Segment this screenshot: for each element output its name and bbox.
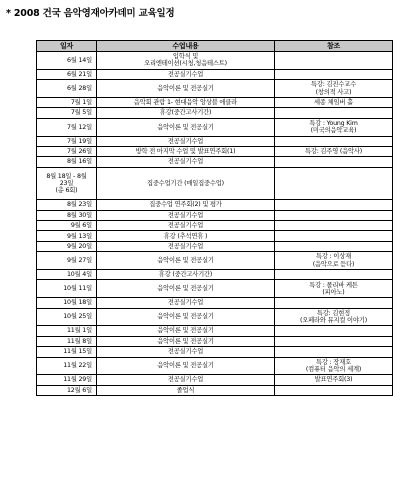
- date-cell: [37, 280, 97, 298]
- content-cell-text: 집중수업기간 (매일집중수업): [147, 179, 224, 187]
- note-cell: [275, 280, 393, 298]
- note-cell-text: 특강 : Young Kim: [309, 119, 358, 127]
- date-cell-text: 10월 4일: [67, 271, 92, 279]
- content-cell: [97, 80, 275, 98]
- content-cell-text: 휴강 (중간고사기간): [158, 271, 213, 279]
- note-cell: [275, 231, 393, 241]
- header-note: 참조: [275, 41, 393, 52]
- content-cell-text: 전공실기수업: [167, 299, 204, 307]
- content-cell-text: 음악이론 및 전공실기: [157, 285, 214, 293]
- date-cell: [37, 347, 97, 357]
- content-cell: [97, 108, 275, 118]
- table-row: [37, 252, 393, 270]
- date-cell: [37, 200, 97, 210]
- note-cell: [275, 326, 393, 336]
- note-cell-text: 특강: 김현정: [316, 309, 351, 317]
- date-cell-text: 8월 16일: [67, 158, 92, 166]
- note-cell-text: (음악으로 듣다): [312, 260, 355, 268]
- content-cell-text: 음악이론 및 전공실기: [157, 256, 214, 264]
- date-cell: [37, 52, 97, 70]
- table-row: [37, 80, 393, 98]
- date-cell-text: 7월 12일: [67, 123, 92, 131]
- table-row: [37, 221, 393, 231]
- content-cell-text: 전공실기수업: [167, 348, 204, 356]
- note-cell: [275, 118, 393, 136]
- date-cell-text: 9월 20일: [67, 242, 92, 250]
- content-cell-text: 방학 전 마지막 수업 및 발표연주회(1): [135, 148, 236, 156]
- table-row: [37, 136, 393, 146]
- date-cell: [37, 298, 97, 308]
- date-cell: [37, 136, 97, 146]
- note-cell: [275, 241, 393, 251]
- date-cell: [37, 108, 97, 118]
- content-cell: [97, 375, 275, 385]
- date-cell-text: 6월 28일: [67, 84, 92, 92]
- content-cell: [97, 157, 275, 167]
- note-cell-text: (창의적 사고): [315, 88, 352, 96]
- table-body: [37, 52, 393, 396]
- date-cell: [37, 167, 97, 200]
- date-cell-text: (총 6회): [55, 187, 78, 195]
- content-cell-text: 전공실기수업: [167, 242, 204, 250]
- content-cell-text: 전공실기수업: [167, 137, 204, 145]
- date-cell-text: 23일: [59, 179, 74, 187]
- table-row: [37, 146, 393, 156]
- content-cell-text: 휴강 (추석연휴 ): [163, 232, 208, 240]
- note-cell: [275, 136, 393, 146]
- date-cell: [37, 157, 97, 167]
- content-cell: [97, 280, 275, 298]
- date-cell-text: 11월 15일: [63, 348, 92, 356]
- table-row: [37, 167, 393, 200]
- note-cell-text: (피아노): [322, 288, 345, 296]
- table-row: [37, 69, 393, 79]
- note-cell: [275, 167, 393, 200]
- note-cell-text: 발표연주회(3): [314, 376, 353, 384]
- date-cell-text: 11월 29일: [63, 376, 92, 384]
- content-cell-text: 음악회 관람 1- 현대음악 앙상블 에클라: [133, 99, 238, 107]
- date-cell-text: 11월 22일: [63, 362, 92, 370]
- content-cell-text: 음악이론 및 전공실기: [157, 327, 214, 335]
- content-cell: [97, 231, 275, 241]
- note-cell: [275, 298, 393, 308]
- note-cell: [275, 200, 393, 210]
- note-cell: [275, 80, 393, 98]
- note-cell: [275, 269, 393, 279]
- content-cell-text: 음악이론 및 전공실기: [157, 362, 214, 370]
- date-cell-text: 10월 18일: [63, 299, 92, 307]
- note-cell: [275, 52, 393, 70]
- date-cell: [37, 375, 97, 385]
- date-cell-text: 11월 8일: [67, 337, 92, 345]
- table-row: [37, 280, 393, 298]
- date-cell: [37, 69, 97, 79]
- content-cell: [97, 136, 275, 146]
- table-row: [37, 210, 393, 220]
- note-cell-text: 특강 : 장재호: [316, 358, 351, 366]
- content-cell: [97, 336, 275, 346]
- content-cell: [97, 200, 275, 210]
- date-cell: [37, 241, 97, 251]
- note-cell-text: (오페라와 뮤지컬 이야기): [300, 316, 367, 324]
- table-row: [37, 118, 393, 136]
- table-row: [37, 231, 393, 241]
- date-cell: [37, 336, 97, 346]
- content-cell-text: 집중수업 연주회(2) 및 평가: [149, 201, 222, 209]
- table-row: [37, 108, 393, 118]
- content-cell: [97, 269, 275, 279]
- date-cell-text: 10월 25일: [63, 313, 92, 321]
- table-row: [37, 336, 393, 346]
- content-cell-text: 휴강(중간고사기간): [159, 109, 212, 117]
- note-cell-text: 특강 : 폴리바 케튼: [309, 281, 358, 289]
- date-cell-text: 9월 13일: [67, 232, 92, 240]
- content-cell-text: 음악이론 및 전공실기: [157, 84, 214, 92]
- date-cell: [37, 210, 97, 220]
- content-cell: [97, 167, 275, 200]
- table-row: [37, 97, 393, 107]
- content-cell-text: 음악이론 및 전공실기: [157, 313, 214, 321]
- note-cell: [275, 375, 393, 385]
- content-cell: [97, 97, 275, 107]
- date-cell-text: 10월 11일: [63, 285, 92, 293]
- table-row: [37, 308, 393, 326]
- table-row: [37, 52, 393, 70]
- content-cell-text: 전공실기수업: [167, 70, 204, 78]
- date-cell: [37, 118, 97, 136]
- content-cell-text: 전공실기수업: [167, 376, 204, 384]
- note-cell: [275, 97, 393, 107]
- table-row: [37, 357, 393, 375]
- content-cell-text: 졸업식: [176, 386, 195, 394]
- content-cell-text: 전공실기수업: [167, 158, 204, 166]
- note-cell: [275, 69, 393, 79]
- date-cell: [37, 221, 97, 231]
- note-cell: [275, 157, 393, 167]
- date-cell: [37, 269, 97, 279]
- note-cell: [275, 385, 393, 395]
- schedule-table: [36, 40, 393, 396]
- content-cell-text: 오리엔테이션(시청,청음테스트): [144, 60, 227, 68]
- note-cell: [275, 308, 393, 326]
- content-cell: [97, 326, 275, 336]
- date-cell: [37, 231, 97, 241]
- date-cell: [37, 80, 97, 98]
- content-cell-text: 전공실기수업: [167, 211, 204, 219]
- header-date: 일자: [37, 41, 97, 52]
- note-cell-text: 특강: 김진수교수: [311, 81, 356, 89]
- date-cell-text: 7월 1일: [70, 99, 92, 107]
- content-cell: [97, 347, 275, 357]
- note-cell: [275, 336, 393, 346]
- date-cell: [37, 97, 97, 107]
- table-row: [37, 326, 393, 336]
- note-cell: [275, 221, 393, 231]
- table-row: [37, 298, 393, 308]
- content-cell: [97, 221, 275, 231]
- table-row: [37, 385, 393, 395]
- table-row: [37, 241, 393, 251]
- date-cell-text: 6월 14일: [67, 56, 92, 64]
- date-cell: [37, 252, 97, 270]
- note-cell: [275, 210, 393, 220]
- note-cell: [275, 146, 393, 156]
- content-cell: [97, 252, 275, 270]
- date-cell-text: 9월 6일: [70, 222, 92, 230]
- schedule-table-wrapper: [36, 40, 392, 396]
- note-cell: [275, 357, 393, 375]
- date-cell: [37, 357, 97, 375]
- date-cell-text: 8월 30일: [67, 211, 92, 219]
- date-cell: [37, 326, 97, 336]
- document-title: * 2008 건국 음악영재아카데미 교육일정: [6, 8, 175, 19]
- content-cell: [97, 210, 275, 220]
- note-cell-text: 특강: 김주영 (음악사): [304, 148, 363, 156]
- content-cell: [97, 146, 275, 156]
- content-cell: [97, 308, 275, 326]
- date-cell: [37, 385, 97, 395]
- content-cell-text: 음악이론 및 전공실기: [157, 337, 214, 345]
- content-cell: [97, 69, 275, 79]
- date-cell-text: 7월 26일: [67, 148, 92, 156]
- date-cell-text: 7월 5일: [70, 109, 92, 117]
- note-cell-text: (미국의음악교육): [310, 127, 357, 135]
- content-cell: [97, 298, 275, 308]
- table-row: [37, 347, 393, 357]
- date-cell-text: 12월 6일: [67, 386, 92, 394]
- table-header-row: [37, 41, 393, 52]
- date-cell-text: 9월 27일: [67, 256, 92, 264]
- note-cell: [275, 252, 393, 270]
- content-cell: [97, 385, 275, 395]
- date-cell-text: 6월 21일: [67, 70, 92, 78]
- content-cell: [97, 52, 275, 70]
- date-cell-text: 11월 1일: [67, 327, 92, 335]
- date-cell-text: 8월 23일: [67, 201, 92, 209]
- content-cell-text: 음악이론 및 전공실기: [157, 123, 214, 131]
- note-cell-text: 특강 : 이상재: [316, 253, 351, 261]
- content-cell: [97, 118, 275, 136]
- content-cell: [97, 357, 275, 375]
- date-cell-text: 7월 19일: [67, 137, 92, 145]
- table-row: [37, 200, 393, 210]
- content-cell-text: 입학식 및: [172, 53, 199, 61]
- content-cell-text: 전공실기수업: [167, 222, 204, 230]
- header-content: 수업내용: [97, 41, 275, 52]
- date-cell-text: 8월 18일 - 8월: [46, 172, 87, 180]
- note-cell-text: 세종 체임버 홀: [314, 99, 353, 107]
- date-cell: [37, 308, 97, 326]
- content-cell: [97, 241, 275, 251]
- note-cell: [275, 347, 393, 357]
- note-cell: [275, 108, 393, 118]
- table-row: [37, 157, 393, 167]
- table-row: [37, 269, 393, 279]
- table-row: [37, 375, 393, 385]
- note-cell-text: (컴퓨터 음악의 세계): [305, 365, 362, 373]
- date-cell: [37, 146, 97, 156]
